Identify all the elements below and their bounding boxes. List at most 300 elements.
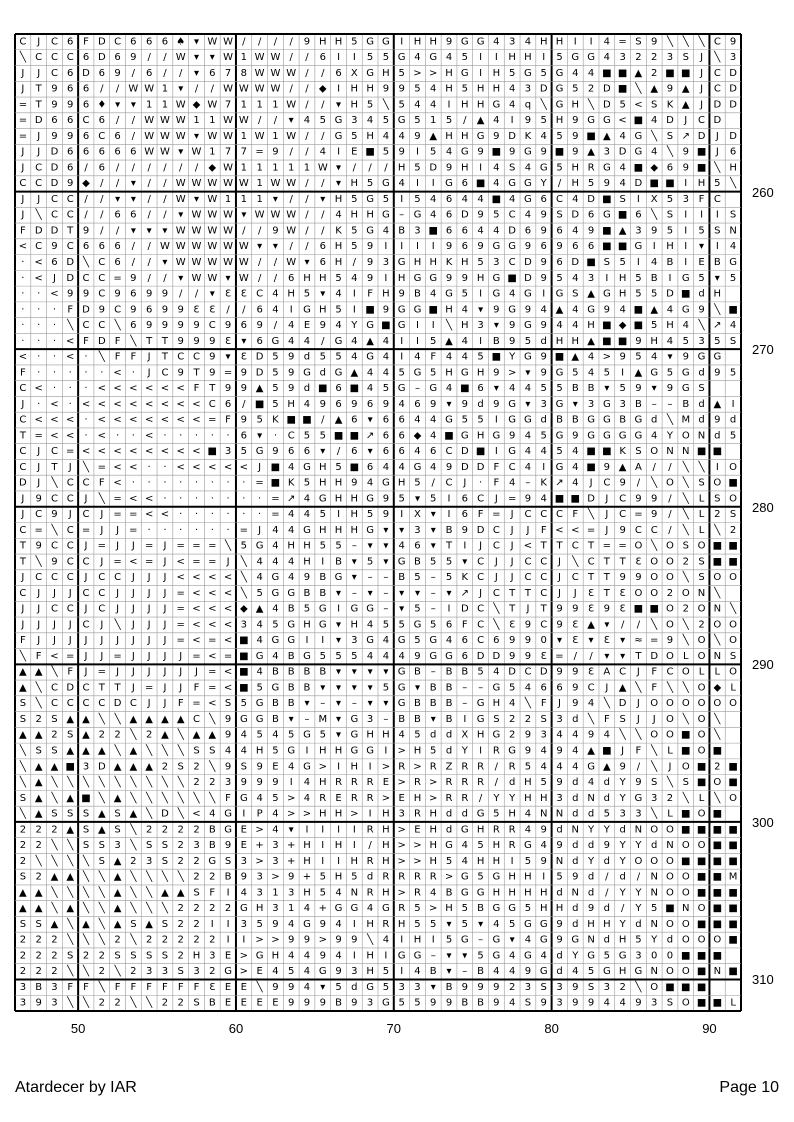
chart-symbol: ╲	[51, 477, 58, 489]
chart-symbol: d	[587, 887, 595, 899]
chart-symbol: 5	[319, 887, 326, 899]
chart-symbol: H	[508, 808, 516, 820]
chart-symbol: C	[50, 698, 58, 710]
chart-symbol: <	[192, 461, 201, 473]
chart-symbol: ╲	[161, 777, 168, 789]
chart-symbol: S	[82, 808, 90, 820]
chart-symbol: /	[163, 52, 167, 64]
chart-symbol: ▲	[334, 414, 343, 426]
chart-symbol: H	[334, 256, 343, 268]
chart-symbol: /	[289, 52, 293, 64]
chart-symbol: 5	[366, 52, 374, 64]
chart-symbol: /	[242, 304, 246, 316]
chart-symbol: 9	[493, 367, 500, 379]
chart-symbol: J	[37, 146, 41, 158]
chart-symbol: G	[524, 146, 532, 158]
chart-symbol: 5	[288, 729, 295, 741]
chart-symbol: ╲	[572, 556, 579, 568]
chart-symbol: ·	[210, 524, 214, 536]
chart-symbol: 9	[382, 493, 390, 505]
chart-symbol: ▲	[618, 225, 627, 237]
chart-symbol: 4	[524, 461, 532, 473]
chart-symbol: J	[621, 745, 625, 757]
chart-symbol: ▾	[572, 398, 578, 410]
chart-symbol: J	[700, 67, 704, 79]
chart-symbol: W	[286, 178, 297, 190]
chart-symbol: G	[634, 792, 643, 804]
chart-symbol: ■	[728, 540, 738, 552]
chart-symbol: d	[572, 713, 579, 725]
chart-symbol: <	[144, 493, 154, 505]
chart-symbol: C	[587, 682, 595, 694]
chart-symbol: 6	[130, 36, 137, 48]
chart-symbol: S	[130, 950, 137, 962]
chart-symbol: W	[175, 52, 186, 64]
chart-symbol: C	[35, 509, 43, 521]
chart-symbol: I	[542, 288, 546, 300]
chart-symbol: B	[445, 524, 453, 536]
chart-symbol: 4	[335, 320, 342, 332]
chart-symbol: ·	[226, 524, 230, 536]
chart-symbol: 5	[351, 871, 358, 883]
chart-symbol: ╲	[67, 840, 74, 852]
chart-symbol: B	[619, 414, 627, 426]
chart-symbol: 9	[524, 115, 532, 127]
chart-symbol: ╲	[51, 855, 58, 867]
chart-symbol: 6	[145, 304, 153, 316]
chart-symbol: ■	[728, 556, 738, 568]
chart-symbol: G	[366, 635, 374, 647]
chart-symbol: Y	[635, 903, 642, 915]
chart-symbol: 5	[272, 398, 279, 410]
chart-symbol: 5	[382, 193, 390, 205]
chart-symbol: 4	[651, 256, 658, 268]
chart-symbol: J	[163, 635, 167, 647]
chart-symbol: E	[398, 792, 405, 804]
chart-symbol: ■	[554, 493, 565, 505]
chart-symbol: O	[729, 493, 738, 505]
chart-symbol: J	[84, 666, 88, 678]
chart-symbol: S	[508, 162, 516, 174]
chart-symbol: –	[525, 477, 531, 489]
chart-symbol: 8	[240, 67, 248, 79]
chart-symbol: J	[131, 572, 135, 584]
chart-symbol: S	[82, 840, 90, 852]
chart-symbol: <	[113, 414, 122, 426]
chart-symbol: 4	[508, 83, 516, 95]
chart-symbol: ╲	[83, 855, 90, 867]
chart-symbol: R	[461, 792, 469, 804]
chart-symbol: 4	[272, 603, 279, 615]
chart-symbol: 4	[382, 650, 390, 662]
chart-symbol: O	[666, 918, 674, 930]
chart-symbol: C	[445, 477, 453, 489]
chart-symbol: J	[116, 587, 120, 599]
chart-symbol: 9	[666, 635, 674, 647]
chart-symbol: 4	[272, 808, 279, 820]
chart-symbol: ▲	[681, 99, 690, 111]
chart-symbol: /	[305, 178, 309, 190]
chart-symbol: <	[192, 587, 201, 599]
chart-symbol: D	[97, 761, 106, 773]
chart-symbol: =	[113, 272, 122, 284]
chart-symbol: B	[461, 666, 469, 678]
chart-symbol: ╲	[446, 320, 453, 332]
chart-symbol: C	[35, 52, 43, 64]
chart-symbol: 9	[366, 272, 374, 284]
chart-symbol: O	[681, 934, 690, 946]
chart-symbol: ▾	[257, 430, 263, 442]
chart-symbol: H	[476, 83, 485, 95]
chart-symbol: ■	[712, 824, 723, 836]
chart-symbol: 2	[508, 713, 516, 725]
chart-symbol: B	[445, 713, 453, 725]
chart-symbol: 1	[430, 115, 437, 127]
chart-symbol: /	[636, 761, 641, 773]
chart-symbol: 4	[398, 540, 405, 552]
chart-symbol: O	[729, 698, 738, 710]
chart-symbol: I	[384, 745, 388, 757]
chart-symbol: ▾	[146, 225, 152, 237]
chart-symbol: ╲	[714, 713, 721, 725]
chart-symbol: <	[113, 367, 122, 379]
chart-symbol: 6	[130, 320, 137, 332]
chart-symbol: R	[366, 887, 374, 899]
chart-symbol: –	[651, 398, 657, 410]
chart-symbol: ·	[37, 288, 41, 300]
chart-symbol: R	[413, 887, 421, 899]
chart-symbol: C	[477, 493, 485, 505]
chart-symbol: <	[113, 477, 122, 489]
chart-symbol: 5	[572, 83, 579, 95]
chart-symbol: 3	[556, 713, 563, 725]
chart-symbol: ▾	[336, 713, 342, 725]
chart-symbol: B	[414, 713, 421, 725]
chart-symbol: ▾	[446, 950, 452, 962]
chart-symbol: ╲	[714, 729, 721, 741]
chart-symbol: ·	[52, 320, 57, 332]
chart-symbol: W	[270, 52, 281, 64]
chart-symbol: J	[652, 713, 656, 725]
chart-symbol: ▲	[50, 761, 59, 773]
chart-symbol: H	[413, 792, 422, 804]
chart-symbol: ↗	[681, 130, 690, 142]
chart-symbol: R	[508, 824, 516, 836]
chart-symbol: 5	[335, 981, 342, 993]
chart-symbol: >	[397, 840, 406, 852]
chart-symbol: K	[666, 99, 674, 111]
chart-symbol: D	[34, 225, 43, 237]
chart-symbol: ◆	[413, 430, 422, 442]
chart-symbol: C	[82, 619, 90, 631]
chart-symbol: ▾	[462, 556, 468, 568]
chart-symbol: X	[350, 67, 358, 79]
chart-symbol: /	[226, 304, 230, 316]
chart-symbol: 4	[493, 966, 500, 978]
chart-symbol: I	[479, 67, 483, 79]
chart-symbol: ╲	[146, 887, 153, 899]
chart-symbol: N	[713, 650, 722, 662]
chart-symbol: ■	[728, 887, 738, 899]
chart-symbol: O	[650, 855, 659, 867]
chart-symbol: 4	[477, 225, 484, 237]
chart-symbol: d	[445, 824, 453, 836]
chart-symbol: 4	[382, 934, 390, 946]
chart-symbol: 6	[572, 241, 579, 253]
chart-symbol: =	[208, 682, 217, 694]
chart-symbol: ·	[84, 414, 88, 426]
chart-symbol: ╲	[635, 981, 642, 993]
chart-symbol: J	[510, 572, 514, 584]
chart-symbol: ╲	[714, 635, 721, 647]
chart-symbol: G	[334, 572, 343, 584]
chart-symbol: W	[223, 83, 234, 95]
chart-symbol: ■	[602, 67, 612, 79]
chart-symbol: S	[114, 808, 121, 820]
chart-symbol: Y	[351, 320, 358, 332]
chart-symbol: 9	[209, 367, 216, 379]
chart-symbol: 5	[461, 903, 468, 915]
chart-symbol: J	[163, 650, 167, 662]
chart-symbol: 9	[682, 351, 689, 363]
chart-symbol: ·	[21, 335, 25, 347]
chart-symbol: F	[20, 225, 26, 237]
chart-symbol: =	[34, 524, 43, 536]
chart-symbol: 9	[524, 635, 532, 647]
chart-symbol: S	[714, 225, 721, 237]
chart-symbol: 3	[508, 36, 516, 48]
chart-symbol: ■	[633, 162, 644, 174]
chart-symbol: D	[50, 146, 59, 158]
chart-symbol: H	[382, 840, 390, 852]
chart-symbol: D	[571, 209, 580, 221]
chart-symbol: J	[37, 67, 41, 79]
chart-symbol: ▲	[208, 729, 217, 741]
chart-symbol: I	[494, 446, 498, 458]
chart-symbol: 9	[572, 115, 579, 127]
chart-symbol: <	[81, 398, 91, 410]
chart-symbol: F	[67, 304, 74, 316]
chart-symbol: S	[729, 650, 737, 662]
chart-symbol: W	[207, 256, 218, 268]
chart-symbol: B	[319, 587, 327, 599]
chart-symbol: N	[713, 966, 722, 978]
chart-symbol: ▲	[145, 713, 154, 725]
chart-symbol: 3	[19, 981, 27, 993]
chart-symbol: W	[223, 209, 234, 221]
chart-symbol: C	[19, 524, 27, 536]
chart-symbol: B	[271, 666, 279, 678]
chart-symbol: J	[163, 572, 167, 584]
chart-symbol: 4	[256, 556, 263, 568]
chart-symbol: d	[603, 777, 611, 789]
chart-symbol: 6	[98, 241, 105, 253]
chart-symbol: 4	[572, 461, 579, 473]
chart-symbol: 5	[698, 225, 705, 237]
chart-symbol: ■	[681, 950, 691, 962]
chart-symbol: ■	[602, 193, 612, 205]
chart-symbol: ▲	[445, 335, 453, 347]
chart-symbol: ▾	[446, 587, 452, 599]
chart-symbol: 9	[666, 383, 674, 395]
chart-symbol: 6	[540, 193, 547, 205]
chart-symbol: I	[479, 162, 483, 174]
chart-symbol: d	[366, 871, 374, 883]
chart-symbol: =	[113, 509, 122, 521]
chart-symbol: G	[350, 713, 359, 725]
chart-symbol: D	[508, 666, 517, 678]
chart-symbol: W	[207, 225, 218, 237]
chart-symbol: 5	[556, 272, 563, 284]
chart-symbol: O	[666, 619, 674, 631]
chart-symbol: G	[555, 99, 564, 111]
chart-symbol: ■	[681, 288, 691, 300]
chart-symbol: 3	[193, 840, 200, 852]
chart-symbol: 1	[240, 162, 248, 174]
chart-symbol: <	[144, 414, 154, 426]
chart-symbol: B	[208, 840, 216, 852]
chart-symbol: /	[210, 83, 214, 95]
chart-symbol: 5	[382, 981, 390, 993]
chart-symbol: 3	[477, 320, 484, 332]
chart-symbol: 5	[430, 745, 437, 757]
chart-symbol: >	[429, 777, 438, 789]
chart-symbol: 4	[256, 635, 263, 647]
chart-symbol: 3	[619, 398, 626, 410]
chart-symbol: /	[321, 414, 325, 426]
chart-symbol: 6	[540, 682, 547, 694]
chart-symbol: =	[634, 509, 643, 521]
chart-symbol: J	[21, 572, 25, 584]
chart-symbol: 4	[366, 619, 374, 631]
chart-symbol: O	[697, 650, 706, 662]
chart-symbol: =	[192, 556, 201, 568]
chart-symbol: 2	[698, 619, 705, 631]
chart-symbol: D	[460, 461, 469, 473]
chart-symbol: S	[145, 950, 153, 962]
chart-symbol: 9	[161, 304, 169, 316]
chart-symbol: G	[334, 903, 343, 915]
chart-symbol: W	[207, 193, 218, 205]
chart-symbol: W	[191, 241, 202, 253]
chart-symbol: 2	[130, 855, 137, 867]
chart-symbol: >	[429, 903, 438, 915]
chart-symbol: /	[478, 792, 483, 804]
chart-symbol: 4	[256, 666, 263, 678]
chart-symbol: 4	[303, 981, 311, 993]
chart-symbol: O	[634, 540, 643, 552]
chart-symbol: <	[176, 446, 185, 458]
chart-symbol: ■	[712, 840, 723, 852]
chart-symbol: C	[82, 115, 90, 127]
chart-symbol: 4	[572, 729, 579, 741]
chart-symbol: L	[667, 745, 673, 757]
chart-symbol: 2	[193, 934, 200, 946]
chart-symbol: ▾	[478, 918, 484, 930]
chart-symbol: H	[366, 950, 374, 962]
chart-symbol: J	[636, 713, 640, 725]
chart-symbol: B	[224, 871, 232, 883]
chart-symbol: J	[100, 650, 104, 662]
chart-symbol: –	[351, 540, 357, 552]
chart-symbol: 9	[524, 619, 532, 631]
chart-symbol: 4	[556, 761, 563, 773]
chart-symbol: W	[223, 115, 234, 127]
chart-symbol: J	[147, 698, 151, 710]
chart-symbol: 6	[461, 493, 468, 505]
chart-symbol: ▾	[383, 524, 389, 536]
chart-symbol: 9	[540, 824, 547, 836]
chart-symbol: I	[352, 918, 356, 930]
chart-symbol: 6	[114, 52, 121, 64]
chart-symbol: T	[603, 587, 610, 599]
chart-symbol: K	[335, 225, 342, 237]
chart-symbol: ╲	[51, 666, 58, 678]
chart-symbol: W	[254, 67, 265, 79]
chart-symbol: J	[163, 603, 167, 615]
chart-symbol: 1	[256, 162, 263, 174]
chart-symbol: H	[713, 288, 722, 300]
chart-symbol: H	[318, 745, 327, 757]
chart-symbol: J	[37, 446, 41, 458]
chart-symbol: I	[400, 966, 404, 978]
chart-symbol: 6	[98, 67, 105, 79]
chart-symbol: J	[116, 635, 120, 647]
chart-symbol: N	[650, 918, 658, 930]
chart-symbol: R	[508, 761, 516, 773]
chart-symbol: ▲	[97, 745, 106, 757]
chart-symbol: 5	[335, 540, 342, 552]
chart-symbol: S	[682, 52, 689, 64]
chart-symbol: G	[303, 650, 311, 662]
chart-symbol: 5	[651, 903, 658, 915]
chart-symbol: ·	[210, 493, 214, 505]
chart-symbol: ▾	[430, 713, 436, 725]
chart-symbol: /	[163, 162, 167, 174]
chart-symbol: ■	[712, 918, 723, 930]
chart-symbol: G	[350, 603, 359, 615]
chart-symbol: 5	[556, 871, 563, 883]
chart-symbol: ╲	[114, 745, 121, 757]
chart-symbol: d	[572, 840, 579, 852]
chart-symbol: ·	[226, 509, 230, 521]
chart-symbol: /	[652, 461, 656, 473]
chart-symbol: ·	[258, 493, 262, 505]
chart-symbol: H	[729, 162, 737, 174]
chart-symbol: G	[303, 304, 311, 316]
chart-symbol: S	[556, 209, 563, 221]
chart-symbol: G	[397, 666, 406, 678]
chart-symbol: 2	[177, 997, 184, 1009]
chart-symbol: ▾	[383, 540, 389, 552]
chart-symbol: W	[286, 130, 297, 142]
chart-symbol: 5	[303, 430, 311, 442]
chart-symbol: O	[666, 556, 674, 568]
chart-symbol: 6	[540, 241, 547, 253]
chart-symbol: 6	[82, 130, 90, 142]
chart-symbol: J	[163, 666, 167, 678]
chart-symbol: C	[477, 619, 485, 631]
chart-symbol: H	[303, 540, 311, 552]
chart-symbol: ◆	[318, 83, 327, 95]
chart-symbol: d	[572, 792, 579, 804]
chart-symbol: /	[273, 320, 278, 332]
chart-symbol: ▾	[288, 115, 294, 127]
chart-symbol: H	[303, 855, 311, 867]
chart-symbol: I	[226, 934, 230, 946]
chart-symbol: /	[273, 115, 278, 127]
chart-symbol: I	[636, 256, 640, 268]
